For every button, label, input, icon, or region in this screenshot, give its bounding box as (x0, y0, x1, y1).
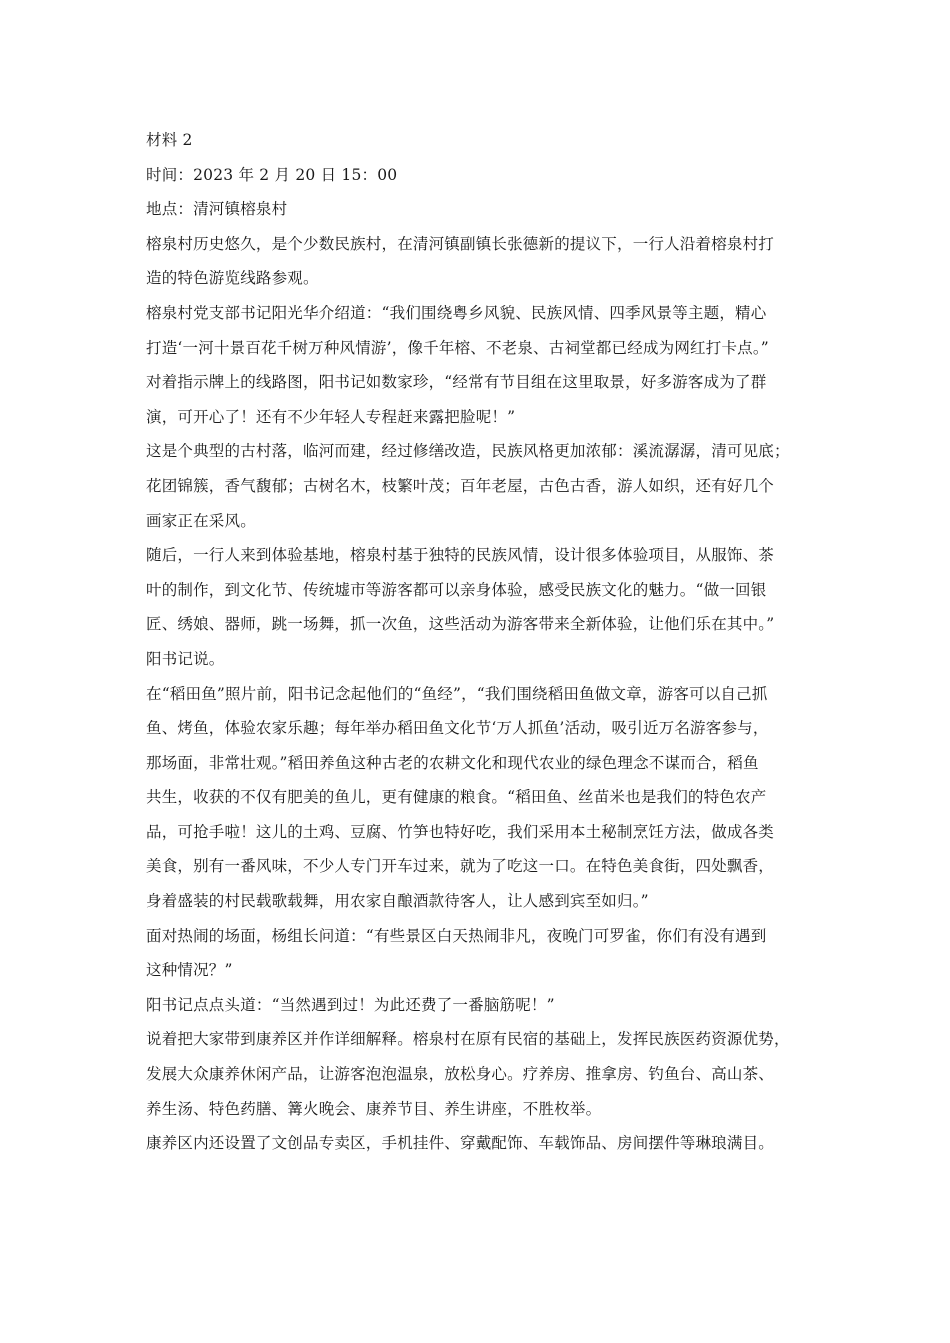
text-line: 匠、绣娘、器师，跳一场舞，抓一次鱼，这些活动为游客带来全新体验，让他们乐在其中。” (146, 615, 775, 634)
text-line: 在“稻田鱼”照片前，阳书记念起他们的“鱼经”，“我们围绕稻田鱼做文章，游客可以自己抓 (146, 684, 768, 703)
text-line: 榕泉村党支部书记阳光华介绍道：“我们围绕粤乡风貌、民族风情、四季风景等主题，精心 (146, 303, 767, 322)
text-line: 随后，一行人来到体验基地，榕泉村基于独特的民族风情，设计很多体验项目，从服饰、茶 (146, 546, 775, 565)
text-line: 阳书记点点头道：“当然遇到过！为此还费了一番脑筋呢！” (146, 995, 555, 1014)
text-line: 共生，收获的不仅有肥美的鱼儿，更有健康的粮食。“稻田鱼、丝苗米也是我们的特色农产 (146, 788, 767, 807)
text-line: 美食，别有一番风味，不少人专门开车过来，就为了吃这一口。在特色美食街，四处飘香， (146, 857, 775, 876)
text-line: 发展大众康养休闲产品，让游客泡泡温泉，放松身心。疗养房、推拿房、钓鱼台、高山茶、 (146, 1065, 775, 1084)
text-line: 对着指示牌上的线路图，阳书记如数家珍，“经常有节目组在这里取景，好多游客成为了群 (146, 373, 767, 392)
text-line: 说着把大家带到康养区并作详细解释。榕泉村在原有民宿的基础上，发挥民族医药资源优势， (146, 1030, 790, 1049)
document-body (146, 123, 866, 1161)
location-line: 地点：清河镇榕泉村 (146, 200, 288, 219)
material-heading: 材料 2 (146, 131, 193, 149)
time-line: 时间：2023 年 2 月 20 日 15：00 (146, 165, 398, 184)
text-line: 画家正在采风。 (146, 511, 256, 530)
text-line: 康养区内还设置了文创品专卖区，手机挂件、穿戴配饰、车载饰品、房间摆件等琳琅满目。 (146, 1134, 775, 1153)
text-line: 打造‘一河十景百花千树万种风情游’，像千年榕、不老泉、古祠堂都已经成为网红打卡点。” (146, 338, 769, 357)
text-line: 演，可开心了！还有不少年轻人专程赶来露把脸呢！” (146, 407, 516, 426)
text-line: 品，可抢手啦！这儿的土鸡、豆腐、竹笋也特好吃，我们采用本土秘制烹饪方法，做成各类 (146, 822, 775, 841)
text-line: 榕泉村历史悠久，是个少数民族村，在清河镇副镇长张德新的提议下，一行人沿着榕泉村打 (146, 234, 775, 253)
text-line: 养生汤、特色药膳、篝火晚会、康养节目、养生讲座，不胜枚举。 (146, 1099, 602, 1118)
text-line: 这种情况？” (146, 961, 233, 980)
text-line: 那场面，非常壮观。”稻田养鱼这种古老的农耕文化和现代农业的绿色理念不谋而合，稻鱼 (146, 753, 759, 772)
text-line: 叶的制作，到文化节、传统墟市等游客都可以亲身体验，感受民族文化的魅力。“做一回银 (146, 580, 767, 599)
text-line: 这是个典型的古村落，临河而建，经过修缮改造，民族风格更加浓郁：溪流潺潺，清可见底； (146, 442, 790, 461)
text-line: 面对热闹的场面，杨组长问道：“有些景区白天热闹非凡，夜晚门可罗雀，你们有没有遇到 (146, 926, 767, 945)
text-line: 造的特色游览线路参观。 (146, 269, 319, 288)
text-line: 花团锦簇，香气馥郁；古树名木，枝繁叶茂；百年老屋，古色古香，游人如织，还有好几个 (146, 476, 775, 495)
text-line: 鱼、烤鱼，体验农家乐趣；每年举办稻田鱼文化节‘万人抓鱼’活动，吸引近万名游客参与， (146, 719, 769, 738)
text-line: 阳书记说。 (146, 649, 225, 668)
text-line: 身着盛装的村民载歌载舞，用农家自酿酒款待客人，让人感到宾至如归。” (146, 892, 649, 911)
